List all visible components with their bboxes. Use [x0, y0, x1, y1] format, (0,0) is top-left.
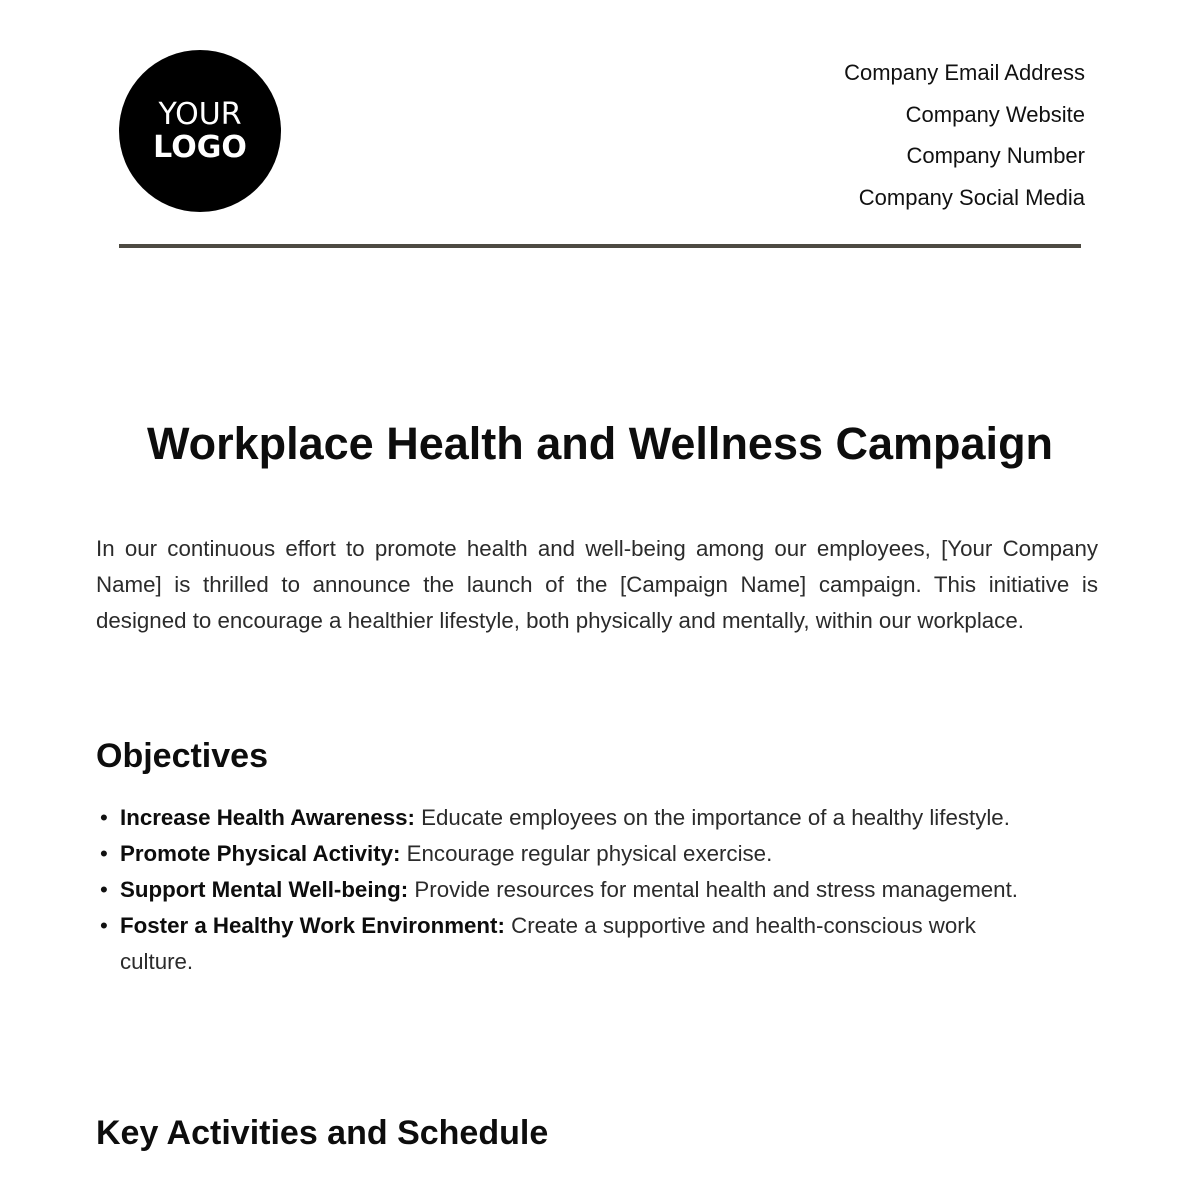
- company-email: Company Email Address: [844, 60, 1085, 85]
- company-logo: [119, 50, 281, 212]
- bullet-icon: •: [100, 877, 108, 902]
- document-title: Workplace Health and Wellness Campaign: [146, 418, 1054, 469]
- objective-text: Educate employees on the importance of a healthy lifestyle.: [414, 805, 1010, 830]
- objective-label: Support Mental Well-being:: [120, 877, 409, 902]
- company-number: Company Number: [906, 143, 1085, 168]
- intro-paragraph: In our continuous effort to promote health and well-being among our employees, [Your Company Name] is thrilled to announce the launch of the [Campaign Name] campaign. This initiative is designed to encourage a healthier lifestyle, both physically and mentally, within our workplace.: [96, 536, 1098, 634]
- logo-text-logo: LOGO: [153, 130, 247, 165]
- company-contact-block: [844, 52, 1085, 218]
- company-social-media: Company Social Media: [858, 184, 1085, 210]
- bullet-icon: •: [100, 841, 108, 866]
- objective-text: Create a supportive and health-conscious work culture.: [120, 913, 976, 974]
- header-divider: [119, 244, 1081, 248]
- objective-label: Increase Health Awareness:: [120, 805, 415, 830]
- company-website: Company Website: [905, 101, 1085, 127]
- bullet-icon: •: [100, 913, 108, 938]
- objectives-list: [96, 800, 1046, 980]
- objective-item-health-awareness: [96, 800, 1046, 836]
- objective-text: Provide resources for mental health and stress management.: [408, 877, 1018, 902]
- objective-item-mental-wellbeing: [96, 872, 1046, 908]
- objective-item-work-environment: [96, 908, 1046, 980]
- objective-item-physical-activity: [96, 836, 1046, 872]
- objective-label: Foster a Healthy Work Environment:: [120, 913, 505, 938]
- bullet-icon: •: [100, 805, 108, 830]
- logo-text-your: YOUR: [158, 97, 242, 132]
- key-activities-heading: Key Activities and Schedule: [96, 1114, 549, 1152]
- objective-text: Encourage regular physical exercise.: [400, 841, 773, 866]
- objectives-heading: Objectives: [96, 737, 268, 775]
- objective-label: Promote Physical Activity:: [120, 841, 401, 866]
